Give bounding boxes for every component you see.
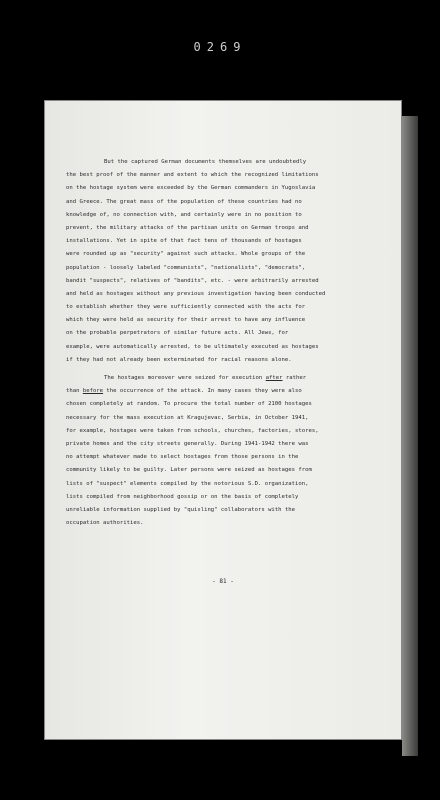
text-segment: if they had not already been exterminated for racial reasons alone.	[66, 356, 292, 363]
underlined-word: before	[82, 388, 104, 395]
text-segment: knowledge of, no connection with, and certainly were in no position to	[66, 211, 302, 218]
text-segment: occupation authorities.	[66, 520, 144, 527]
frame-number: 0269	[193, 40, 247, 54]
text-segment: the occurrence of the attack. In many cases they were also	[103, 388, 302, 395]
underlined-word: after	[265, 375, 283, 381]
text-line	[66, 209, 396, 222]
text-line	[66, 262, 396, 275]
text-line	[66, 412, 396, 425]
text-segment: to establish whether they were sufficiently connected with the acts for	[66, 304, 306, 311]
text-line	[66, 504, 396, 517]
text-line	[66, 491, 396, 504]
page-number: - 81 -	[212, 578, 234, 585]
text-segment: installations. Yet in spite of that fact tens of thousands of hostages	[66, 238, 302, 245]
text-segment: than	[66, 388, 83, 395]
text-line	[66, 196, 396, 209]
text-line	[66, 301, 396, 314]
text-segment: But the captured German documents themselves are undoubtedly	[104, 159, 307, 165]
text-line	[66, 425, 396, 438]
text-segment: which they were held as security for their arrest to have any influence	[66, 317, 306, 324]
text-line	[66, 156, 396, 169]
text-segment: prevent, the military attacks of the partisan units on German troops and	[66, 224, 309, 231]
text-line	[66, 327, 396, 340]
text-segment: unreliable information supplied by "quisling" collaborators with the	[66, 506, 296, 513]
text-segment: population - loosely labeled "communists", "nationalists", "democrats",	[66, 264, 306, 271]
text-line	[66, 478, 396, 491]
text-segment: the best proof of the manner and extent to which the recognized limitations	[66, 172, 319, 179]
text-segment: on the probable perpetrators of similar future acts. All Jews, for	[66, 330, 289, 337]
text-line	[66, 464, 396, 477]
text-segment: bandit "suspects", relatives of "bandits", etc. - were arbitrarily arrested	[66, 277, 319, 284]
text-line	[66, 169, 396, 182]
text-line	[66, 222, 396, 235]
text-segment: lists of "suspect" elements compiled by the notorious S.D. organization,	[66, 480, 309, 487]
text-segment: necessary for the mass execution at Kragujevac, Serbia, in October 1941,	[66, 414, 309, 421]
text-line	[66, 451, 396, 464]
text-segment: rather	[282, 375, 307, 381]
text-line	[66, 341, 396, 354]
page-edge-shadow	[402, 116, 418, 756]
text-line	[66, 248, 396, 261]
text-line	[66, 438, 396, 451]
text-line	[66, 235, 396, 248]
text-line	[66, 275, 396, 288]
text-segment: lists compiled from neighborhood gossip or on the basis of completely	[66, 493, 299, 500]
text-line	[66, 314, 396, 327]
text-segment: and Greece. The great mass of the population of these countries had no	[66, 198, 302, 205]
text-segment: community likely to be guilty. Later persons were seized as hostages from	[66, 467, 312, 474]
document-page	[44, 100, 402, 740]
text-line	[66, 182, 396, 195]
text-line	[66, 288, 396, 301]
text-segment: no attempt whatever made to select hostages from those persons in the	[66, 454, 299, 461]
text-line	[66, 354, 396, 367]
text-segment: on the hostage system were exceeded by the German commanders in Yugoslavia	[66, 185, 316, 192]
text-line	[66, 517, 396, 530]
text-segment: The hostages moreover were seized for execution	[104, 375, 266, 381]
text-line	[66, 372, 396, 385]
document-body	[66, 156, 396, 530]
text-segment: example, were automatically arrested, to be ultimately executed as hostages	[66, 343, 319, 350]
text-segment: chosen completely at random. To procure the total number of 2100 hostages	[66, 401, 312, 408]
text-segment: were rounded up as "security" against such attacks. Whole groups of the	[66, 251, 306, 258]
text-line	[66, 398, 396, 411]
text-line	[66, 385, 396, 398]
text-segment: private homes and the city streets generally. During 1941-1942 there was	[66, 440, 309, 447]
text-segment: for example, hostages were taken from schools, churches, factories, stores,	[66, 427, 319, 434]
text-segment: and held as hostages without any previous investigation having been conducted	[66, 290, 326, 297]
